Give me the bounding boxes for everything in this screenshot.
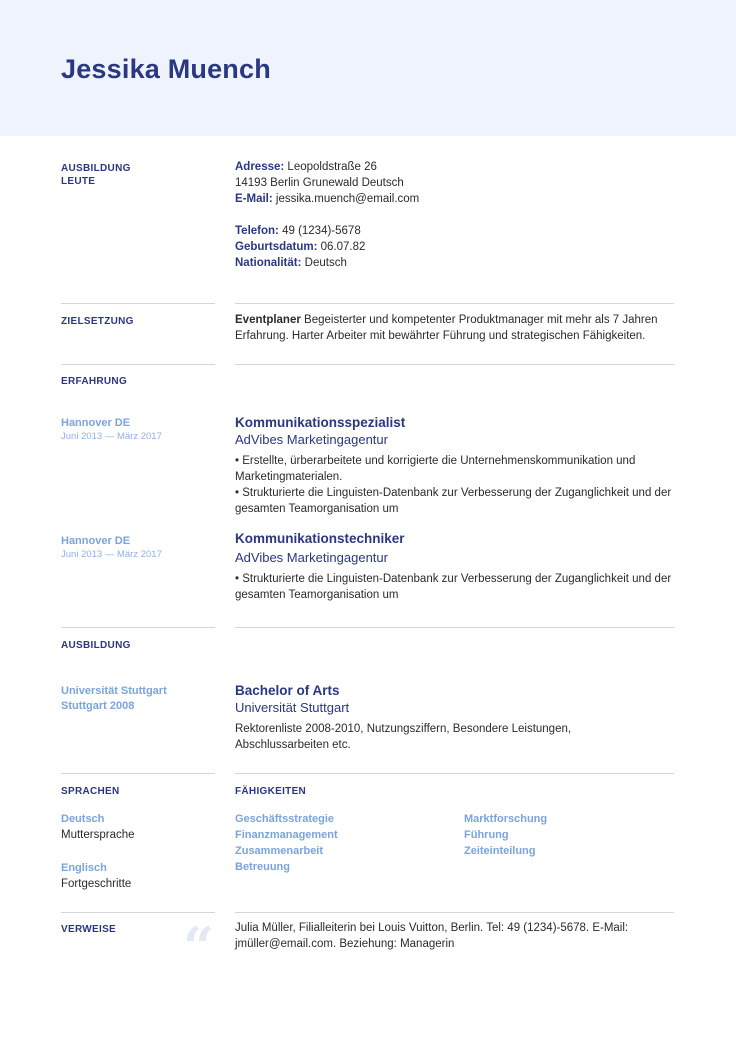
section-label-education: AUSBILDUNG — [61, 640, 131, 651]
address-label: Adresse: — [235, 161, 285, 173]
job-location: Hannover DE — [61, 417, 131, 429]
section-label-objective: ZIELSETZUNG — [61, 316, 134, 327]
section-label-skills: FÄHIGKEITEN — [235, 786, 307, 797]
candidate-name: Jessika Muench — [61, 54, 271, 84]
birth-value: 06.07.82 — [320, 241, 366, 253]
language-level: Muttersprache — [61, 829, 135, 841]
skill-item: Betreuung — [235, 861, 290, 873]
contact-city: 14193 Berlin Grunewald Deutsch — [235, 177, 404, 189]
phone-label: Telefon: — [235, 225, 279, 237]
contact-birthdate — [235, 239, 675, 255]
education-institution: Universität Stuttgart — [235, 700, 350, 715]
skills-column-1 — [235, 811, 338, 875]
job-company: AdVibes Marketingagentur — [235, 550, 388, 565]
divider-right — [235, 773, 674, 774]
job-company: AdVibes Marketingagentur — [235, 432, 388, 447]
contact-block — [235, 159, 675, 271]
education-degree: Bachelor of Arts — [235, 683, 340, 698]
job-title: Kommunikationstechniker — [235, 531, 405, 546]
job-dates: Juni 2013 — März 2017 — [61, 549, 162, 560]
job-title: Kommunikationsspezialist — [235, 415, 406, 430]
objective-lead: Eventplaner — [235, 314, 301, 326]
divider-right — [235, 912, 674, 913]
birth-label: Geburtsdatum: — [235, 241, 318, 253]
job-bullet: • Strukturierte die Linguisten-Datenbank zur Verbesserung der Zuganglichkeit und der gesamten Teamorganisation um — [235, 573, 672, 601]
job-bullet: • Erstellte, ürberarbeitete und korrigierte die Unternehmenskommunikation und Marketingmaterialen. — [235, 455, 636, 483]
skill-item: Marktforschung — [464, 813, 548, 825]
language-level: Fortgeschritte — [61, 878, 132, 890]
nationality-value: Deutsch — [304, 257, 347, 269]
skill-item: Finanzmanagement — [235, 829, 338, 841]
nationality-label: Nationalität: — [235, 257, 302, 269]
divider-left — [61, 627, 215, 628]
phone-value: 49 (1234)-5678 — [282, 225, 361, 237]
section-label-references: VERWEISE — [61, 924, 117, 935]
skill-item: Zusammenarbeit — [235, 845, 324, 857]
skills-column-2 — [464, 811, 547, 859]
email-value: jessika.muench@email.com — [275, 193, 420, 205]
job-bullets — [235, 571, 675, 603]
job-dates: Juni 2013 — März 2017 — [61, 431, 162, 442]
contact-address — [235, 159, 675, 175]
label-ausbildung-top: AUSBILDUNG — [61, 163, 131, 174]
skill-item: Zeiteinteilung — [464, 845, 536, 857]
objective-text — [235, 312, 675, 344]
objective-body: Begeisterter und kompetenter Produktmanager mit mehr als 7 Jahren Erfahrung. Harter Arbeiter mit bewährter Führung und strategischen Fähigkeiten. — [235, 314, 658, 342]
education-school: Universität Stuttgart — [61, 685, 167, 697]
education-place-year: Stuttgart 2008 — [61, 700, 135, 712]
quote-icon: “ — [183, 915, 215, 979]
divider-right — [235, 364, 674, 365]
divider-right — [235, 303, 674, 304]
job-location: Hannover DE — [61, 535, 131, 547]
job-bullets — [235, 453, 675, 517]
divider-left — [61, 303, 215, 304]
contact-email — [235, 191, 675, 207]
address-value: Leopoldstraße 26 — [287, 161, 377, 173]
section-label-languages: SPRACHEN — [61, 786, 120, 797]
divider-left — [61, 912, 215, 913]
contact-nationality — [235, 255, 675, 271]
divider-left — [61, 773, 215, 774]
skill-item: Führung — [464, 829, 509, 841]
education-details: Rektorenliste 2008-2010, Nutzungsziffern, Besondere Leistungen, Abschlussarbeiten etc. — [235, 723, 572, 751]
contact-phone — [235, 223, 675, 239]
divider-left — [61, 364, 215, 365]
job-bullet: • Strukturierte die Linguisten-Datenbank zur Verbesserung der Zuganglichkeit und der gesamten Teamorganisation um — [235, 487, 672, 515]
language-name: Englisch — [61, 862, 107, 874]
skill-item: Geschäftsstrategie — [235, 813, 335, 825]
divider-right — [235, 627, 674, 628]
email-label: E-Mail: — [235, 193, 273, 205]
section-label-experience: ERFAHRUNG — [61, 376, 128, 387]
label-leute: LEUTE — [61, 176, 96, 187]
reference-text: Julia Müller, Filialleiterin bei Louis Vuitton, Berlin. Tel: 49 (1234)-5678. E-Mail: jmüller@email.com. Beziehung: Managerin — [235, 922, 629, 950]
language-name: Deutsch — [61, 813, 105, 825]
